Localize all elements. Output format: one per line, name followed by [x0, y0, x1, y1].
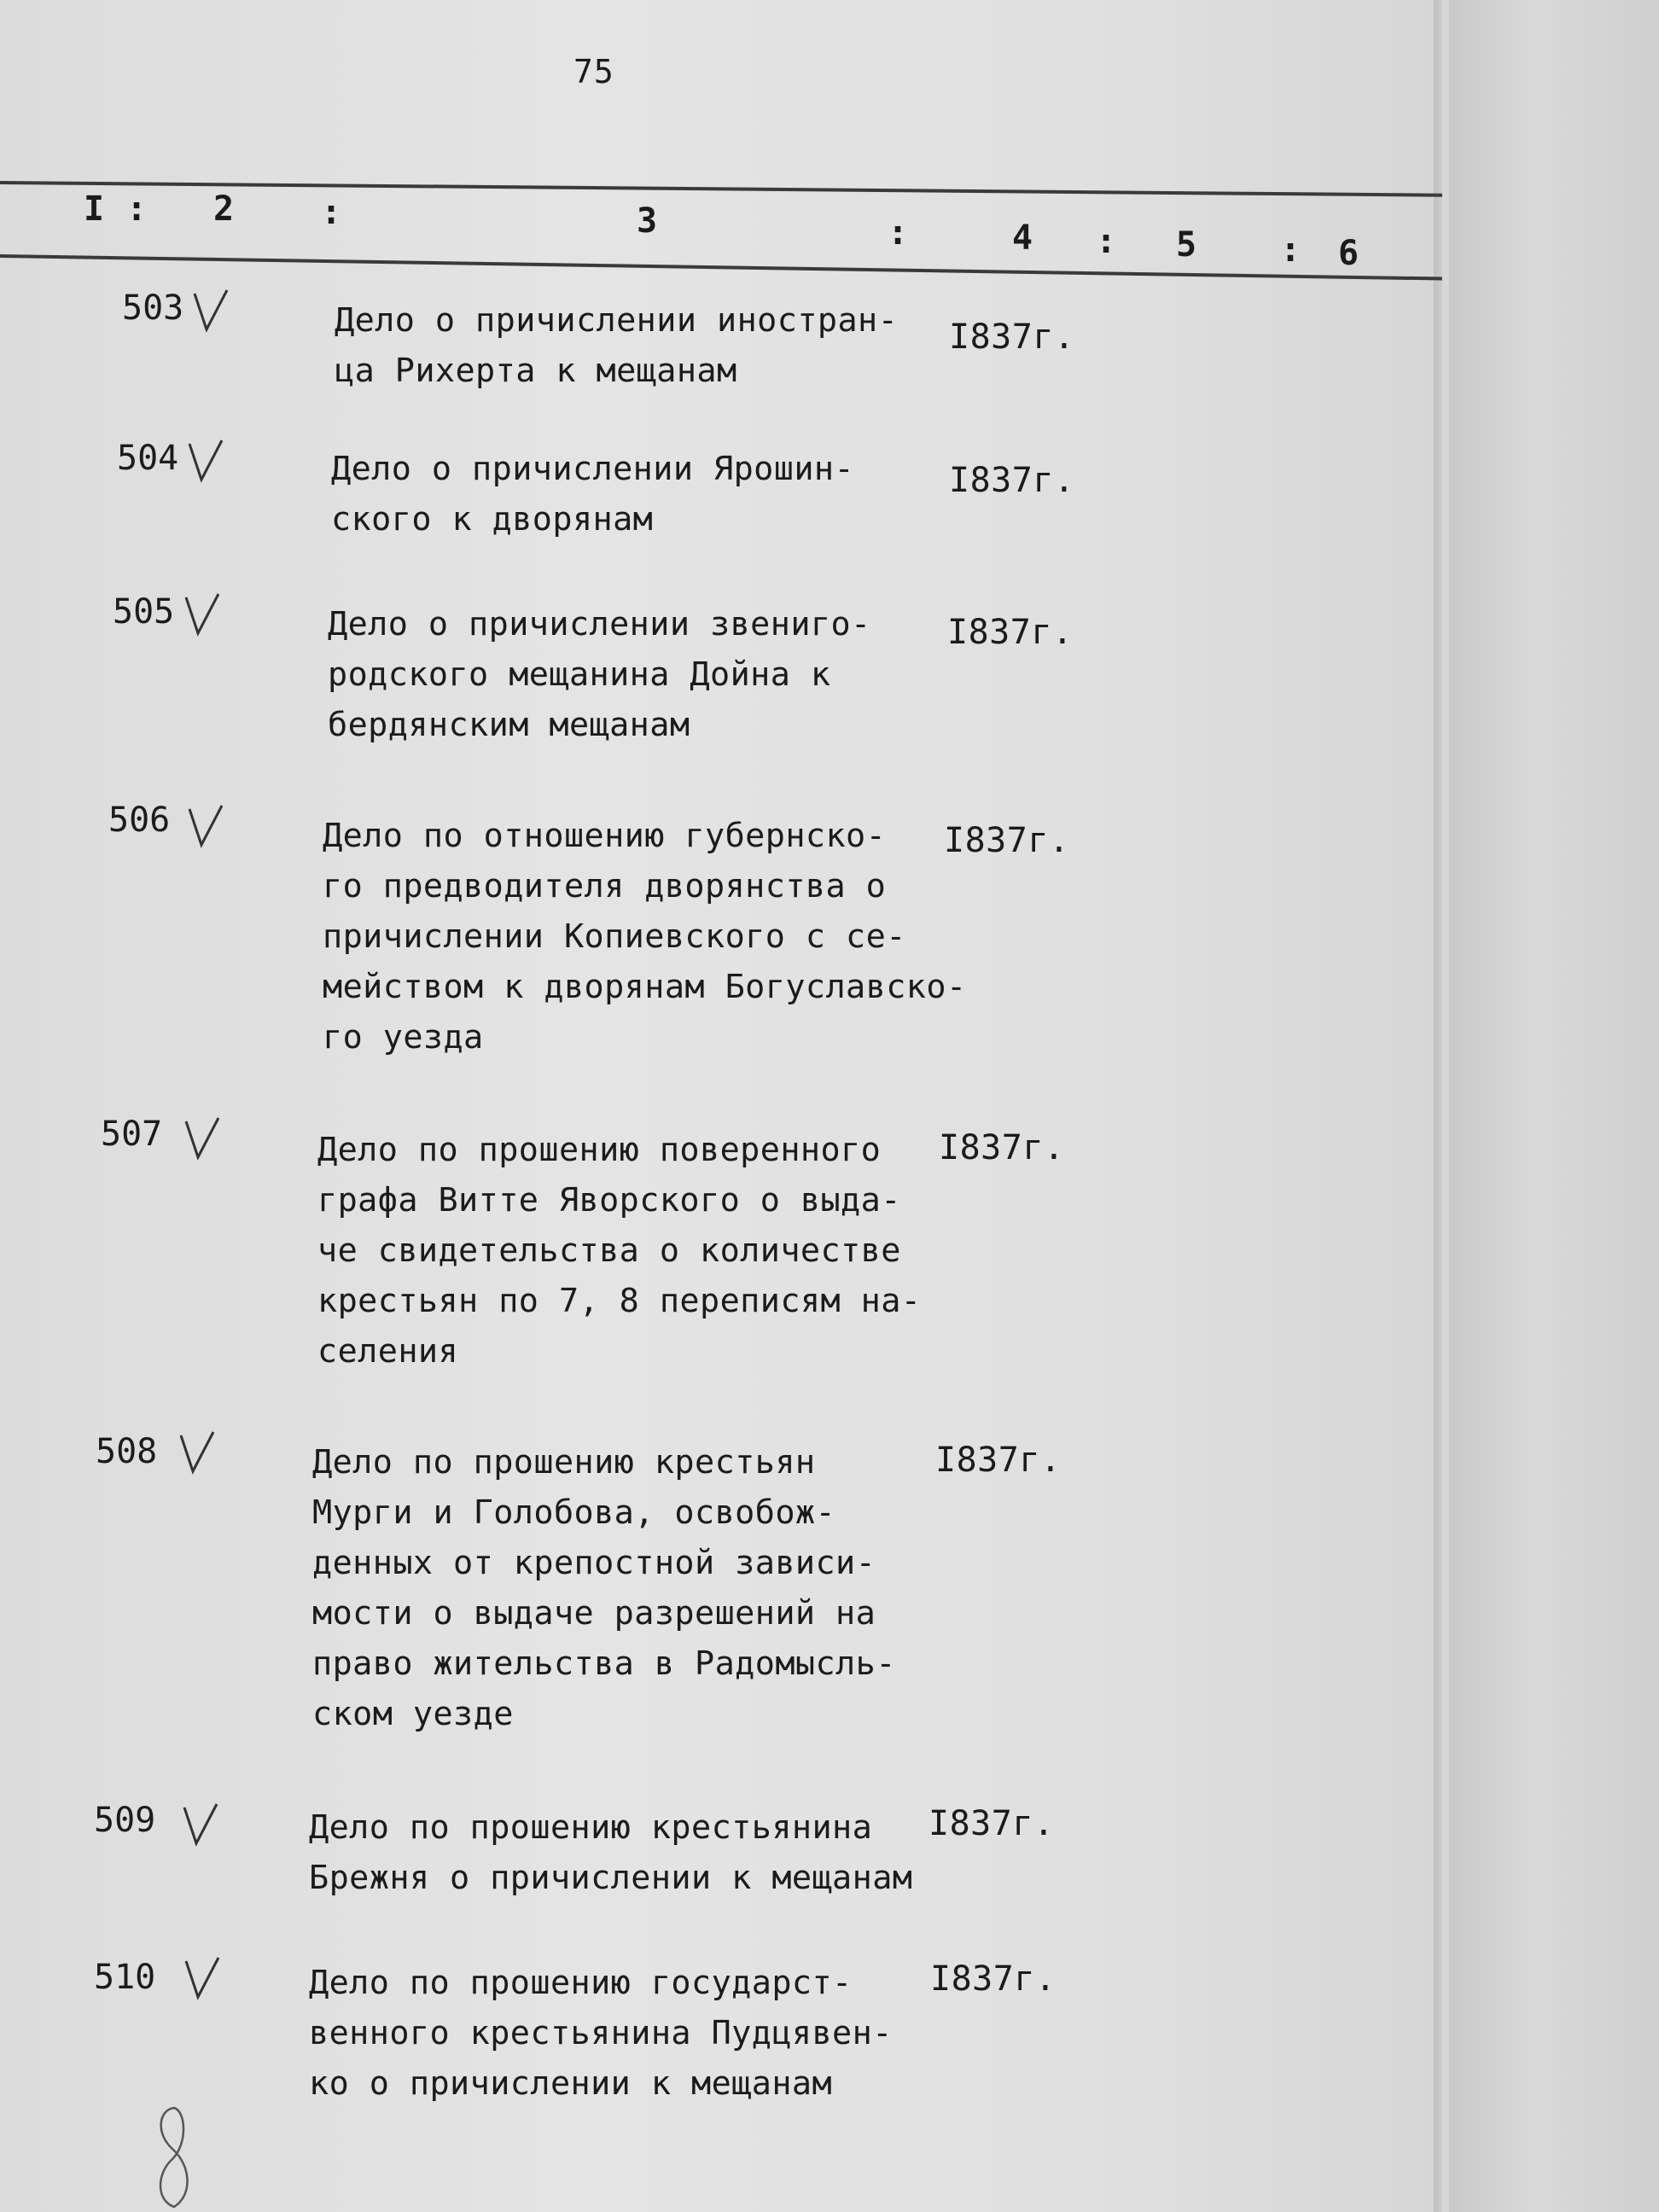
description-line: го предводителя дворянства о [323, 867, 887, 905]
description-line: Дело о причислении звениго- [328, 605, 871, 643]
checkmark-icon [181, 1954, 224, 2002]
checkmark-icon [181, 1115, 224, 1162]
entry-year: I837г. [935, 1441, 1062, 1480]
description-line: право жительства в Радомысль- [312, 1644, 896, 1683]
entry-description [312, 1437, 896, 1739]
entry-year: I837г. [949, 317, 1075, 357]
entry-description [335, 295, 898, 396]
entry-number: 504 [117, 439, 179, 478]
description-line: Дело о причислении Ярошин- [331, 450, 855, 488]
column-separator: : [1280, 230, 1301, 270]
checkmark-icon [184, 802, 227, 850]
entry-year: I837г. [947, 613, 1074, 652]
column-separator: : [126, 189, 148, 229]
handwritten-8-mark [143, 2099, 203, 2212]
description-line: Дело по прошению поверенного [317, 1131, 882, 1169]
description-line: бердянским мещанам [328, 706, 690, 744]
checkmark-icon [176, 1429, 218, 1476]
description-line: ского к дворянам [331, 500, 654, 538]
description-line: Дело по прошению крестьянина [309, 1808, 873, 1847]
entry-year: I837г. [928, 1804, 1055, 1843]
description-line: селения [317, 1332, 459, 1371]
description-line: ском уезде [312, 1695, 514, 1733]
page-number: 75 [573, 53, 614, 90]
entry-number: 508 [96, 1432, 158, 1471]
description-line: го уезда [323, 1018, 484, 1057]
description-line: ца Рихерта к мещанам [335, 352, 737, 390]
entry-number: 503 [122, 288, 184, 328]
description-line: Дело по отношению губернско- [323, 817, 887, 855]
description-line: че свидетельства о количестве [317, 1231, 901, 1270]
column-header-5: 5 [1176, 225, 1197, 265]
column-header-6: 6 [1338, 234, 1359, 273]
description-line: денных от крепостной зависи- [312, 1544, 876, 1582]
entry-description [328, 599, 871, 750]
description-line: Дело по прошению государст- [309, 1964, 853, 2002]
description-line: Брежня о причислении к мещанам [309, 1859, 913, 1897]
column-header-1: I [84, 189, 105, 229]
column-separator: : [888, 213, 909, 253]
description-line: мости о выдаче разрешений на [312, 1594, 876, 1633]
checkmark-icon [189, 287, 232, 335]
entry-description [317, 1125, 921, 1377]
entry-number: 507 [101, 1115, 163, 1154]
column-header-4: 4 [1012, 218, 1033, 258]
entry-number: 506 [108, 800, 171, 840]
description-line: родского мещанина Дойна к [328, 655, 831, 694]
description-line: графа Витте Яворского о выда- [317, 1181, 901, 1220]
checkmark-icon [184, 437, 227, 485]
entry-description [309, 1958, 893, 2109]
description-line: крестьян по 7, 8 переписям на- [317, 1282, 922, 1320]
column-header-3: 3 [637, 201, 658, 241]
description-line: венного крестьянина Пудцявен- [309, 2014, 893, 2052]
description-line: ко о причислении к мещанам [309, 2064, 833, 2103]
checkmark-icon [179, 1801, 222, 1848]
column-header-2: 2 [213, 189, 235, 229]
description-line: Мурги и Голобова, освобож- [312, 1493, 836, 1532]
checkmark-icon [181, 591, 224, 638]
description-line: Дело о причислении иностран- [335, 301, 899, 340]
page-edge-shadow [1434, 0, 1442, 2212]
header-bottom-rule [0, 254, 1442, 281]
column-separator: : [321, 193, 342, 232]
entry-number: 509 [94, 1801, 156, 1840]
entry-year: I837г. [944, 821, 1070, 860]
entry-description [331, 444, 854, 544]
entry-number: 510 [94, 1958, 156, 1997]
entry-year: I837г. [949, 461, 1075, 500]
entry-description [309, 1802, 912, 1903]
entry-year: I837г. [939, 1128, 1065, 1167]
entry-number: 505 [113, 592, 175, 632]
entry-year: I837г. [930, 1959, 1057, 1999]
entry-description [323, 811, 967, 1062]
underlying-page [1449, 0, 1659, 2212]
column-separator: : [1096, 222, 1117, 261]
description-line: причислении Копиевского с се- [323, 917, 906, 956]
description-line: Дело по прошению крестьян [312, 1443, 816, 1481]
description-line: мейством к дворянам Богуславско- [323, 968, 967, 1006]
